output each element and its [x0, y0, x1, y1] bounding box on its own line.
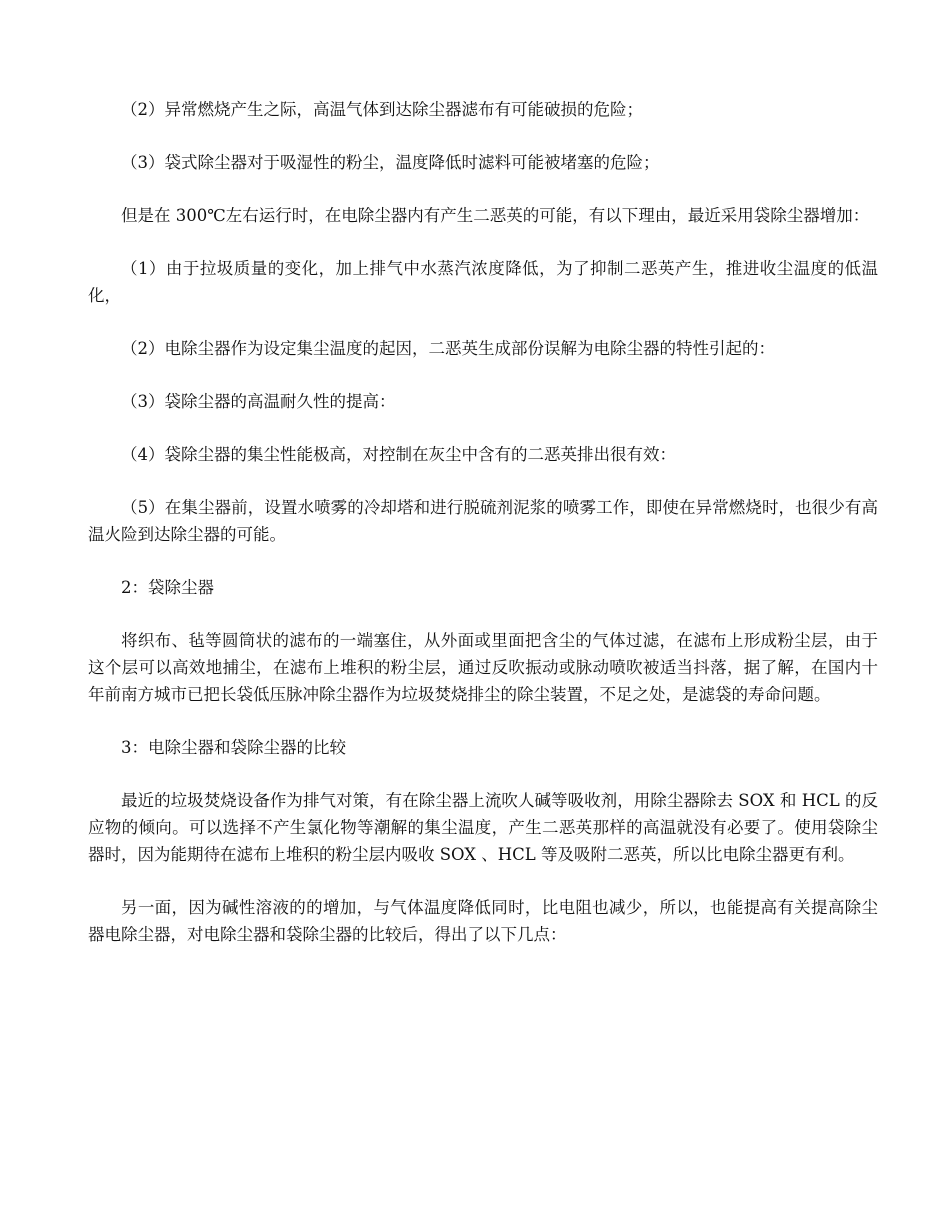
section-heading-bag-filter: 2：袋除尘器: [121, 578, 214, 597]
paragraph-comparison-2: 另一面，因为碱性溶液的的增加，与气体温度降低同时，比电阻也减少，所以，也能提高有关提高除尘器电除尘器，对电除尘器和袋除尘器的比较后，得出了以下几点：: [88, 898, 878, 944]
paragraph-bag-filter: 将织布、毡等圆筒状的滤布的一端塞住，从外面或里面把含尘的气体过滤，在滤布上形成粉尘层，由于这个层可以高效地捕尘，在滤布上堆积的粉尘层，通过反吹振动或脉动喷吹被适当抖落，据了解，在国内十年前南方城市已把长袋低压脉冲除尘器作为垃圾焚烧排尘的除尘装置，不足之处，是滤袋的寿命问题。: [88, 631, 878, 704]
paragraph-risk-2: （2）异常燃烧产生之际，高温气体到达除尘器滤布有可能破损的危险；: [121, 100, 643, 119]
paragraph-reason-2: （2）电除尘器作为设定集尘温度的起因，二恶英生成部份误解为电除尘器的特性引起的：: [121, 339, 775, 358]
paragraph-300c-reason: 但是在 300℃左右运行时，在电除尘器内有产生二恶英的可能，有以下理由，最近采用袋除尘器增加：: [121, 206, 870, 225]
document-body: [88, 96, 878, 974]
paragraph-comparison-1: 最近的垃圾焚烧设备作为排气对策，有在除尘器上流吹人碱等吸收剂，用除尘器除去 SOX 和 HCL 的反应物的倾向。可以选择不产生氯化物等潮解的集尘温度，产生二恶英那样的高温就没有必要了。使用袋除尘器时，因为能期待在滤布上堆积的粉尘层内吸收 SOX 、HCL 等及吸附二恶英，所以比电除尘器更有利。: [88, 791, 878, 864]
paragraph-reason-3: （3）袋除尘器的高温耐久性的提高：: [121, 392, 396, 411]
paragraph-reason-1: （1）由于拉圾质量的变化，加上排气中水蒸汽浓度降低，为了抑制二恶英产生，推进收尘温度的低温化，: [88, 259, 878, 305]
paragraph-reason-5: （5）在集尘器前，设置水喷雾的冷却塔和进行脱硫剂泥浆的喷雾工作，即使在异常燃烧时，也很少有高温火险到达除尘器的可能。: [88, 498, 878, 544]
section-heading-comparison: 3：电除尘器和袋除尘器的比较: [121, 738, 346, 757]
paragraph-risk-3: （3）袋式除尘器对于吸湿性的粉尘，温度降低时滤料可能被堵塞的危险；: [121, 153, 660, 172]
paragraph-reason-4: （4）袋除尘器的集尘性能极高，对控制在灰尘中含有的二恶英排出很有效：: [121, 445, 676, 464]
